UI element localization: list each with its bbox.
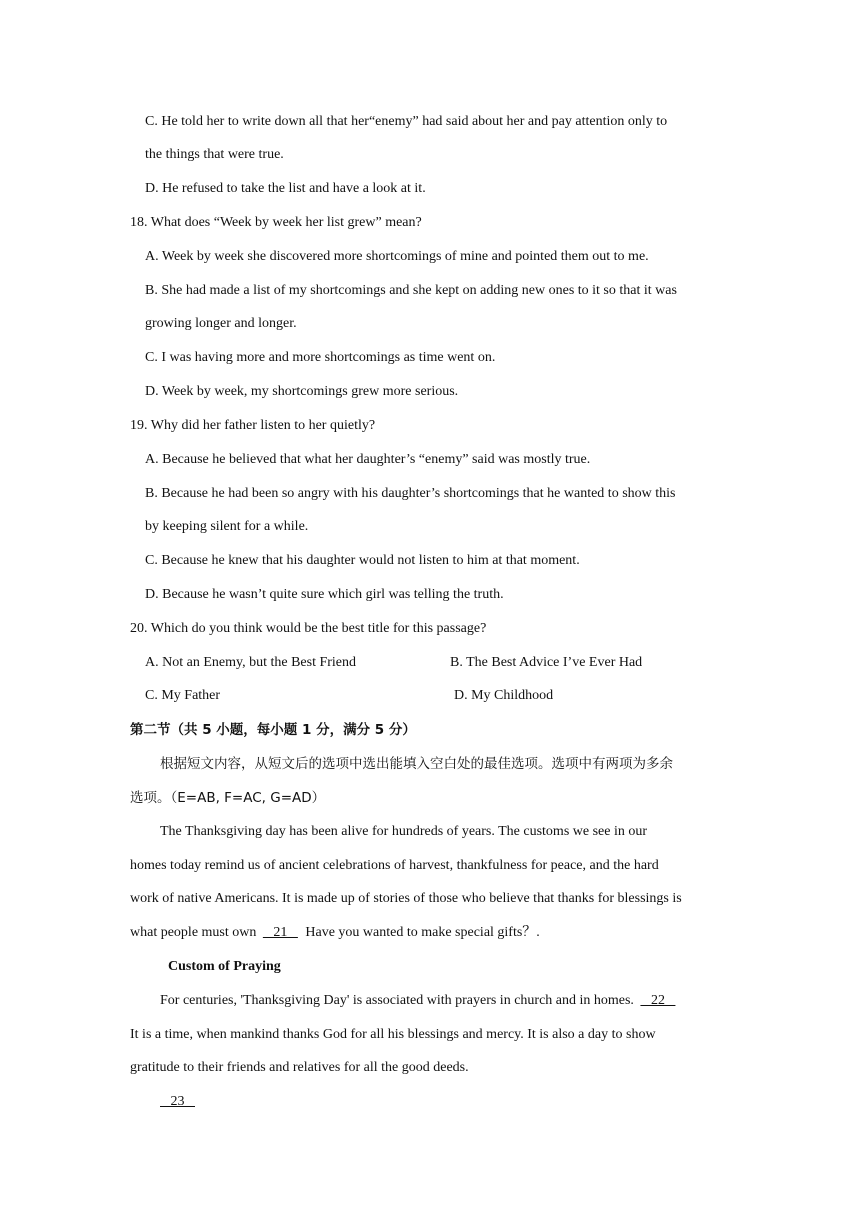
blank-21: 21 bbox=[262, 925, 298, 940]
passage-p1-line2: homes today remind us of ancient celebrations of harvest, thankfulness for peace, and the hard bbox=[130, 858, 659, 873]
q19-option-a: A. Because he believed that what her daughter’s “enemy” said was mostly true. bbox=[145, 452, 591, 467]
q19-option-c: C. Because he knew that his daughter would not listen to him at that moment. bbox=[145, 553, 580, 568]
q20-option-a: A. Not an Enemy, but the Best Friend bbox=[145, 655, 357, 670]
q19-option-b-line2: by keeping silent for a while. bbox=[145, 519, 309, 534]
passage-p1-line4-text: what people must own bbox=[130, 925, 257, 940]
passage-p1-line4-tail: Have you wanted to make special gifts？. bbox=[305, 925, 540, 940]
q19-stem: 19. Why did her father listen to her quietly? bbox=[130, 418, 376, 433]
passage-p2-line1 bbox=[160, 992, 675, 1010]
q18-option-a: A. Week by week she discovered more shortcomings of mine and pointed them out to me. bbox=[145, 249, 649, 264]
passage-p1-line4 bbox=[130, 924, 540, 942]
subheading-custom-of-praying: Custom of Praying bbox=[168, 959, 281, 974]
q20-stem: 20. Which do you think would be the best title for this passage? bbox=[130, 621, 487, 636]
section2-instruction-line2: 选项。（E=AB, F=AC, G=AD） bbox=[130, 790, 326, 806]
q20-option-c: C. My Father bbox=[145, 688, 221, 703]
passage-p2-line3: gratitude to their friends and relatives for all the good deeds. bbox=[130, 1060, 469, 1075]
q20-option-b: B. The Best Advice I’ve Ever Had bbox=[450, 655, 643, 670]
blank-22: 22 bbox=[640, 993, 676, 1008]
q19-option-d: D. Because he wasn’t quite sure which girl was telling the truth. bbox=[145, 587, 504, 602]
q17-option-c-line2: the things that were true. bbox=[145, 147, 284, 162]
q17-option-d: D. He refused to take the list and have a look at it. bbox=[145, 181, 426, 196]
blank-23: 23 bbox=[160, 1094, 195, 1109]
passage-p1-line3: work of native Americans. It is made up of stories of those who believe that thanks for blessings is bbox=[130, 891, 682, 906]
section2-heading: 第二节（共 5 小题，每小题 1 分，满分 5 分） bbox=[130, 722, 416, 738]
q18-option-b-line1: B. She had made a list of my shortcomings and she kept on adding new ones to it so that it was bbox=[145, 283, 677, 298]
section2-instruction-line1: 根据短文内容，从短文后的选项中选出能填入空白处的最佳选项。选项中有两项为多余 bbox=[160, 756, 673, 772]
q20-option-d: D. My Childhood bbox=[454, 688, 554, 703]
q18-option-c: C. I was having more and more shortcomings as time went on. bbox=[145, 350, 496, 365]
passage-blank-line bbox=[160, 1093, 195, 1111]
passage-p2-line1-text: For centuries, 'Thanksgiving Day' is associated with prayers in church and in homes. bbox=[160, 993, 634, 1008]
q17-option-c-line1: C. He told her to write down all that her“enemy” had said about her and pay attention only to bbox=[145, 114, 668, 129]
q18-stem: 18. What does “Week by week her list grew” mean? bbox=[130, 215, 422, 230]
q18-option-d: D. Week by week, my shortcomings grew more serious. bbox=[145, 384, 459, 399]
passage-p1-line1: The Thanksgiving day has been alive for hundreds of years. The customs we see in our bbox=[160, 824, 648, 839]
passage-p2-line2: It is a time, when mankind thanks God for all his blessings and mercy. It is also a day to show bbox=[130, 1027, 656, 1042]
q18-option-b-line2: growing longer and longer. bbox=[145, 316, 297, 331]
q19-option-b-line1: B. Because he had been so angry with his daughter’s shortcomings that he wanted to show this bbox=[145, 486, 676, 501]
